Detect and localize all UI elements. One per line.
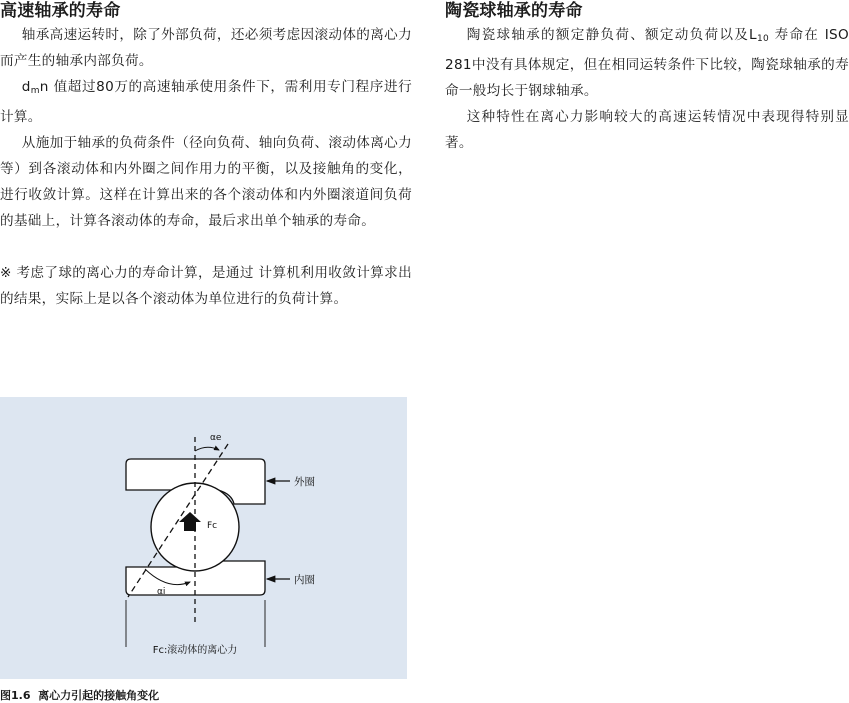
outer-ring-label: 外圈 — [294, 476, 315, 488]
figure-caption — [0, 687, 159, 703]
dmn-subscript: m — [30, 86, 40, 96]
legend-text: Fc:滚动体的离心力 — [152, 645, 238, 656]
dmn-text: n 值超过80万的高速轴承使用条件下，需利用专门程序进行计算。 — [0, 79, 412, 125]
section-title-high-speed: 高速轴承的寿命 — [0, 1, 121, 21]
paragraph-ceramic-highspeed: 这种特性在离心力影响较大的高速运转情况中表现得特别显著。 — [445, 109, 849, 151]
note-centrifugal: ※ 考虑了球的离心力的寿命计算，是通过 计算机利用收敛计算求出的结果，实际上是以各个滚动体为单位进行的负荷计算。 — [0, 265, 412, 307]
alpha-i-label: αi — [157, 587, 166, 597]
section-title-ceramic: 陶瓷球轴承的寿命 — [445, 1, 583, 21]
inner-ring-label: 内圈 — [294, 574, 315, 586]
caption-number: 图1.6 — [0, 689, 31, 702]
right-column — [445, 0, 849, 156]
ceramic-text-b: 寿命在 ISO 281中没有具体规定，但在相同运转条件下比较，陶瓷球轴承的寿命一般均长于钢球轴承。 — [445, 27, 849, 99]
alpha-e-arc — [195, 447, 219, 451]
ceramic-text-a: 陶瓷球轴承的额定静负荷、额定动负荷以及L — [466, 27, 757, 43]
bearing-diagram — [0, 397, 407, 679]
caption-text: 离心力引起的接触角变化 — [38, 689, 160, 702]
force-label: Fc — [207, 521, 218, 531]
paragraph-high-speed-intro: 轴承高速运转时，除了外部负荷，还必须考虑因滚动体的离心力而产生的轴承内部负荷。 — [0, 27, 412, 69]
paragraph-convergence: 从施加于轴承的负荷条件（径向负荷、轴向负荷、滚动体离心力等）到各滚动体和内外圈之间作用力的平衡，以及接触角的变化，进行收敛计算。这样在计算出来的各个滚动体和内外圈滚道间负荷的基础上，计算各滚动体的寿命，最后求出单个轴承的寿命。 — [0, 135, 412, 229]
left-column — [0, 0, 412, 312]
paragraph-ceramic-rating — [445, 22, 849, 104]
dmn-prefix: d — [21, 79, 31, 95]
l10-subscript: 10 — [756, 34, 769, 44]
figure-contact-angle — [0, 397, 407, 679]
alpha-e-label: αe — [210, 433, 222, 443]
paragraph-dmn — [0, 74, 412, 130]
